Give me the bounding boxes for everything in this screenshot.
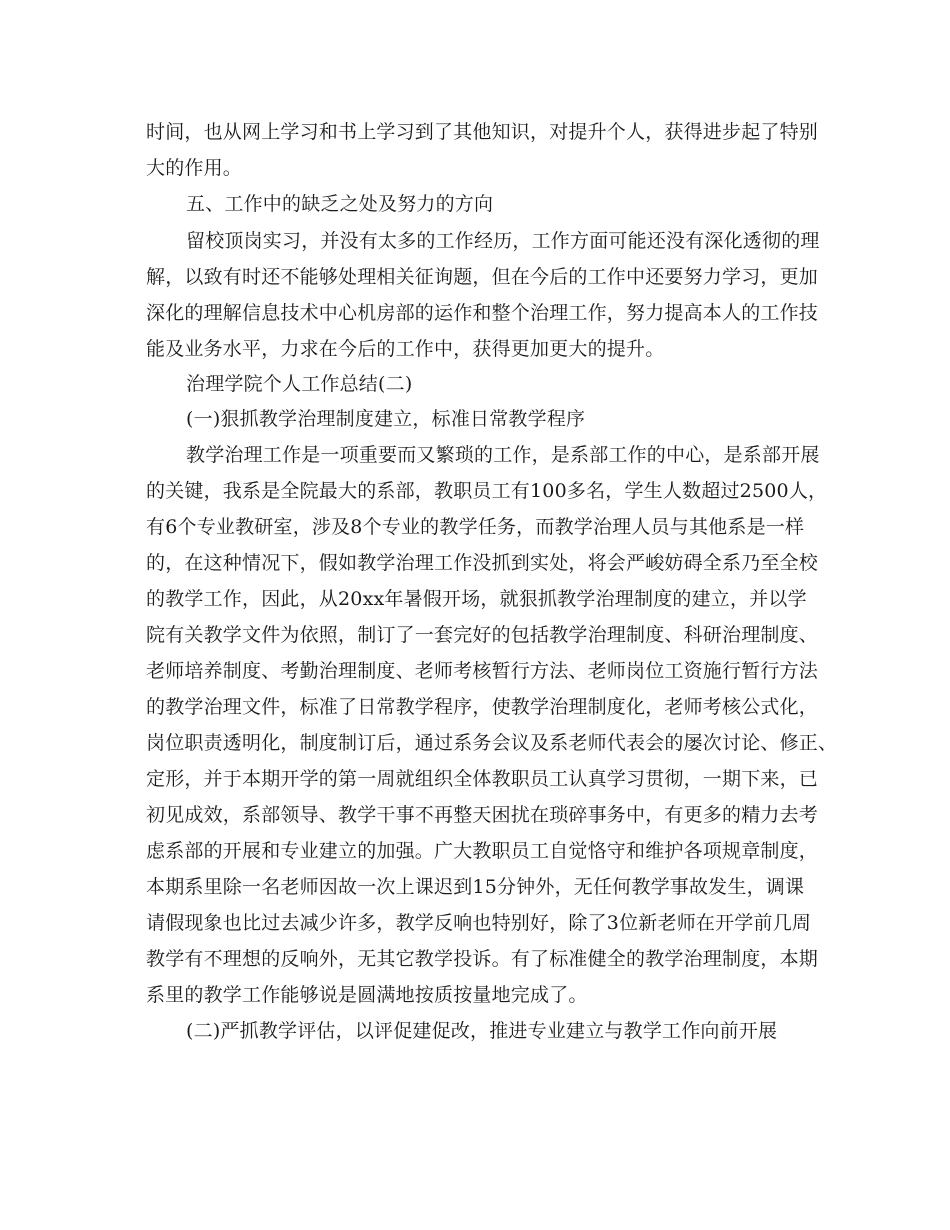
text-line: 解，以致有时还不能够处理相关征询题，但在今后的工作中还要努力学习，更加 [146,266,819,288]
text-line: 深化的理解信息技术中心机房部的运作和整个治理工作，努力提高本人的工作技 [146,302,819,324]
text-line: 初见成效，系部领导、教学干事不再整天困扰在琐碎事务中，有更多的精力去考 [146,804,819,826]
text-line: 教学有不理想的反响外，无其它教学投诉。有了标准健全的教学治理制度，本期 [146,948,819,970]
document-title: 治理学院个人工作总结(二) [186,373,413,395]
text-line: 有6个专业教研室，涉及8个专业的教学任务，而教学治理人员与其他系是一样 [146,516,805,538]
text-line: 虑系部的开展和专业建立的加强。广大教职员工自觉恪守和维护各项规章制度， [146,840,819,862]
text-line: 的关键，我系是全院最大的系部，教职员工有100多名，学生人数超过2500人， [146,480,828,502]
text-line: 的教学治理文件，标准了日常教学程序，使教学治理制度化，老师考核公式化， [146,696,819,718]
text-line: 的，在这种情况下，假如教学治理工作没抓到实处，将会严峻妨碍全系乃至全校 [146,552,819,574]
text-line: 大的作用。 [146,157,243,179]
text-line: 请假现象也比过去减少许多，教学反响也特别好，除了3位新老师在开学前几周 [146,912,812,934]
text-line: 时间，也从网上学习和书上学习到了其他知识，对提升个人，获得进步起了特别 [146,121,819,143]
text-line: 能及业务水平，力求在今后的工作中，获得更加更大的提升。 [146,338,665,360]
text-line: 本期系里除一名老师因故一次上课迟到15分钟外，无任何教学事故发生，调课 [146,876,805,898]
text-line: 的教学工作，因此，从20xx年暑假开场，就狠抓教学治理制度的建立，并以学 [146,588,807,610]
section-heading: (二)严抓教学评估，以评促建促改，推进专业建立与教学工作向前开展 [186,1020,778,1042]
text-line: 岗位职责透明化，制度制订后，通过系务会议及系老师代表会的屡次讨论、修正、 [146,732,838,754]
text-line: 留校顶岗实习，并没有太多的工作经历，工作方面可能还没有深化透彻的理 [186,230,820,252]
text-line: 定形，并于本期开学的第一周就组织全体教职员工认真学习贯彻，一期下来，已 [146,768,819,790]
text-line: 院有关教学文件为依照，制订了一套完好的包括教学治理制度、科研治理制度、 [146,624,819,646]
text-line: 系里的教学工作能够说是圆满地按质按量地完成了。 [146,984,588,1006]
section-heading: (一)狠抓教学治理制度建立，标准日常教学程序 [186,408,586,430]
text-line: 教学治理工作是一项重要而又繁琐的工作，是系部工作的中心，是系部开展 [186,444,820,466]
section-heading: 五、工作中的缺乏之处及努力的方向 [186,193,494,215]
text-line: 老师培养制度、考勤治理制度、老师考核暂行方法、老师岗位工资施行暂行方法 [146,660,819,682]
